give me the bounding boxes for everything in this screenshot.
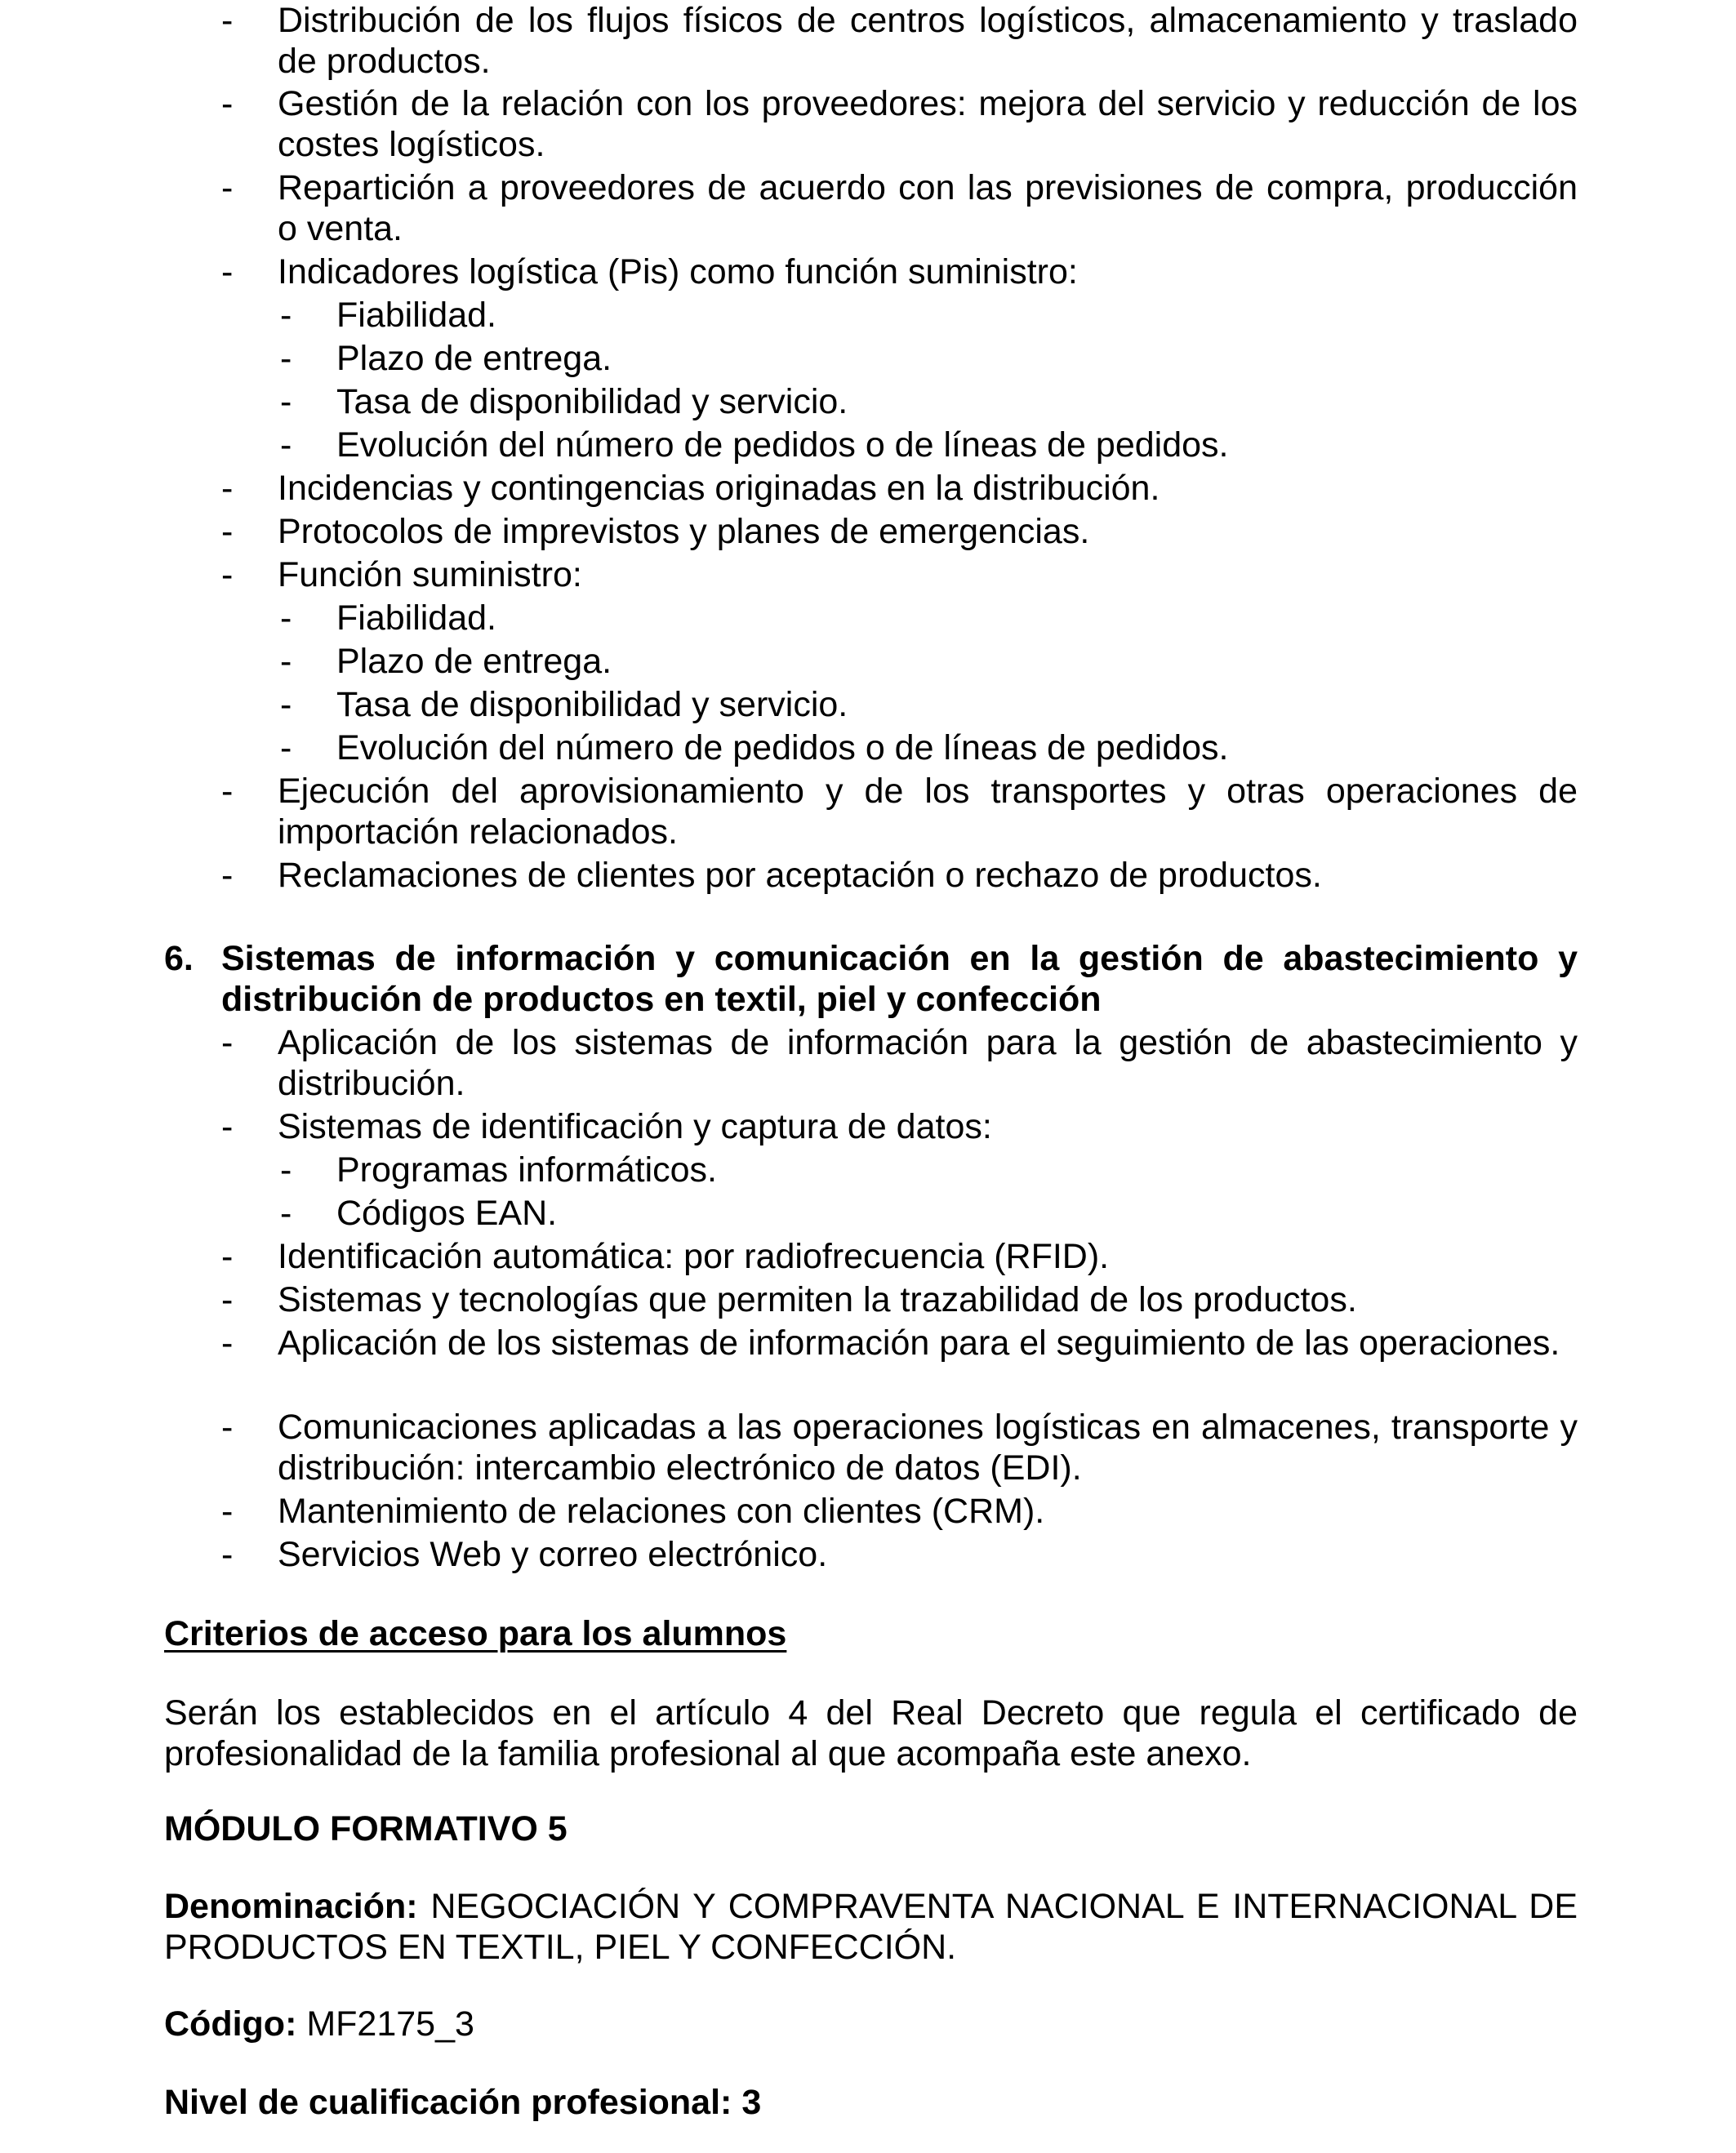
list-item bbox=[221, 1279, 1578, 1320]
list-item-text: Protocolos de imprevistos y planes de emergencias. bbox=[278, 512, 1090, 551]
list-item-text: Programas informáticos. bbox=[336, 1150, 717, 1190]
list-dash: - bbox=[221, 1107, 234, 1146]
denomination-value: NEGOCIACIÓN Y COMPRAVENTA NACIONAL E INTERNACIONAL DE PRODUCTOS EN TEXTIL, PIEL Y CONFECCIÓN. bbox=[164, 1887, 1578, 1967]
list-dash: - bbox=[221, 469, 234, 508]
list-item-text: Reclamaciones de clientes por aceptación o rechazo de productos. bbox=[278, 856, 1322, 895]
list-item-text: Gestión de la relación con los proveedores: mejora del servicio y reducción de los costes logísticos. bbox=[278, 84, 1578, 164]
list-item bbox=[221, 855, 1578, 896]
list-item bbox=[221, 1323, 1578, 1363]
list-dash: - bbox=[280, 382, 292, 421]
list-item-text: Códigos EAN. bbox=[336, 1194, 558, 1233]
access-criteria-heading: Criterios de acceso para los alumnos bbox=[164, 1614, 787, 1653]
list-item-text: Tasa de disponibilidad y servicio. bbox=[336, 685, 848, 724]
list-subitem bbox=[280, 684, 1578, 725]
list-dash: - bbox=[221, 856, 234, 895]
list-item bbox=[221, 1236, 1578, 1277]
list-dash: - bbox=[280, 728, 292, 767]
list-item-text: Identificación automática: por radiofrecuencia (RFID). bbox=[278, 1237, 1110, 1276]
list-dash: - bbox=[221, 1, 234, 40]
list-dash: - bbox=[221, 1280, 234, 1319]
list-item bbox=[221, 1491, 1578, 1532]
list-item bbox=[221, 167, 1578, 249]
section-title: Sistemas de información y comunicación en la gestión de abastecimiento y distribución de productos en textil, piel y confección bbox=[221, 939, 1578, 1019]
list-dash: - bbox=[280, 1150, 292, 1190]
list-item bbox=[221, 0, 1578, 82]
list-dash: - bbox=[221, 1237, 234, 1276]
list-dash: - bbox=[280, 296, 292, 335]
access-criteria-body: Serán los establecidos en el artículo 4 del Real Decreto que regula el certificado de profesionalidad de la familia profesional al que acompaña este anexo. bbox=[164, 1693, 1578, 1773]
denomination-label: Denominación: bbox=[164, 1887, 418, 1926]
section-number: 6. bbox=[164, 939, 194, 978]
list-item-text: Repartición a proveedores de acuerdo con las previsiones de compra, producción o venta. bbox=[278, 168, 1578, 248]
module-denomination bbox=[164, 1886, 1578, 1968]
list-subitem bbox=[280, 1193, 1578, 1234]
list-item-text: Indicadores logística (Pis) como función suministro: bbox=[278, 252, 1078, 291]
list-dash: - bbox=[280, 339, 292, 378]
module-level bbox=[164, 2082, 1578, 2123]
list-subitem bbox=[280, 295, 1578, 336]
list-item bbox=[221, 554, 1578, 595]
list-item-text: Sistemas y tecnologías que permiten la trazabilidad de los productos. bbox=[278, 1280, 1357, 1319]
list-subitem bbox=[280, 727, 1578, 768]
list-item bbox=[221, 1106, 1578, 1147]
list-dash: - bbox=[221, 1492, 234, 1531]
list-item-text: Plazo de entrega. bbox=[336, 642, 612, 681]
list-item-text: Sistemas de identificación y captura de datos: bbox=[278, 1107, 992, 1146]
list-item-text: Evolución del número de pedidos o de líneas de pedidos. bbox=[336, 728, 1229, 767]
list-subitem bbox=[280, 338, 1578, 379]
list-dash: - bbox=[221, 84, 234, 123]
list-item bbox=[221, 771, 1578, 852]
list-item bbox=[221, 1534, 1578, 1575]
list-item-text: Plazo de entrega. bbox=[336, 339, 612, 378]
list-subitem bbox=[280, 641, 1578, 682]
list-dash: - bbox=[221, 555, 234, 594]
list-dash: - bbox=[221, 1408, 234, 1447]
list-item-text: Fiabilidad. bbox=[336, 296, 496, 335]
list-item bbox=[221, 83, 1578, 165]
list-dash: - bbox=[221, 1323, 234, 1363]
list-dash: - bbox=[221, 512, 234, 551]
list-item-text: Aplicación de los sistemas de información para el seguimiento de las operaciones. bbox=[278, 1323, 1560, 1363]
list-dash: - bbox=[221, 1535, 234, 1574]
code-value: MF2175_3 bbox=[306, 2004, 474, 2044]
list-dash: - bbox=[280, 425, 292, 465]
list-item-text: Tasa de disponibilidad y servicio. bbox=[336, 382, 848, 421]
list-dash: - bbox=[221, 252, 234, 291]
list-subitem bbox=[280, 1150, 1578, 1190]
list-item-text: Distribución de los flujos físicos de centros logísticos, almacenamiento y traslado de productos. bbox=[278, 1, 1578, 81]
list-item-text: Función suministro: bbox=[278, 555, 582, 594]
level-value: 3 bbox=[741, 2083, 762, 2122]
list-dash: - bbox=[221, 772, 234, 811]
list-dash: - bbox=[280, 598, 292, 638]
list-item-text: Mantenimiento de relaciones con clientes (CRM). bbox=[278, 1492, 1045, 1531]
list-subitem bbox=[280, 425, 1578, 465]
list-item bbox=[221, 468, 1578, 509]
list-item-text: Incidencias y contingencias originadas en la distribución. bbox=[278, 469, 1160, 508]
list-item bbox=[221, 1407, 1578, 1488]
list-subitem bbox=[280, 381, 1578, 422]
level-label: Nivel de cualificación profesional: bbox=[164, 2083, 732, 2122]
list-item-text: Ejecución del aprovisionamiento y de los transportes y otras operaciones de importación relacionados. bbox=[278, 772, 1578, 852]
list-item-text: Servicios Web y correo electrónico. bbox=[278, 1535, 828, 1574]
list-item-text: Aplicación de los sistemas de información para la gestión de abastecimiento y distribución. bbox=[278, 1023, 1578, 1103]
code-label: Código: bbox=[164, 2004, 297, 2044]
module-code bbox=[164, 2004, 1578, 2044]
list-dash: - bbox=[221, 168, 234, 207]
list-item bbox=[221, 251, 1578, 292]
list-item-text: Evolución del número de pedidos o de líneas de pedidos. bbox=[336, 425, 1229, 465]
list-subitem bbox=[280, 598, 1578, 638]
list-dash: - bbox=[280, 642, 292, 681]
list-dash: - bbox=[280, 1194, 292, 1233]
module-heading: MÓDULO FORMATIVO 5 bbox=[164, 1809, 568, 1848]
list-item bbox=[221, 1022, 1578, 1104]
list-dash: - bbox=[280, 685, 292, 724]
list-item-text: Fiabilidad. bbox=[336, 598, 496, 638]
list-dash: - bbox=[221, 1023, 234, 1062]
list-item-text: Comunicaciones aplicadas a las operaciones logísticas en almacenes, transporte y distribución: intercambio electrónico de datos (EDI). bbox=[278, 1408, 1578, 1488]
list-item bbox=[221, 511, 1578, 552]
